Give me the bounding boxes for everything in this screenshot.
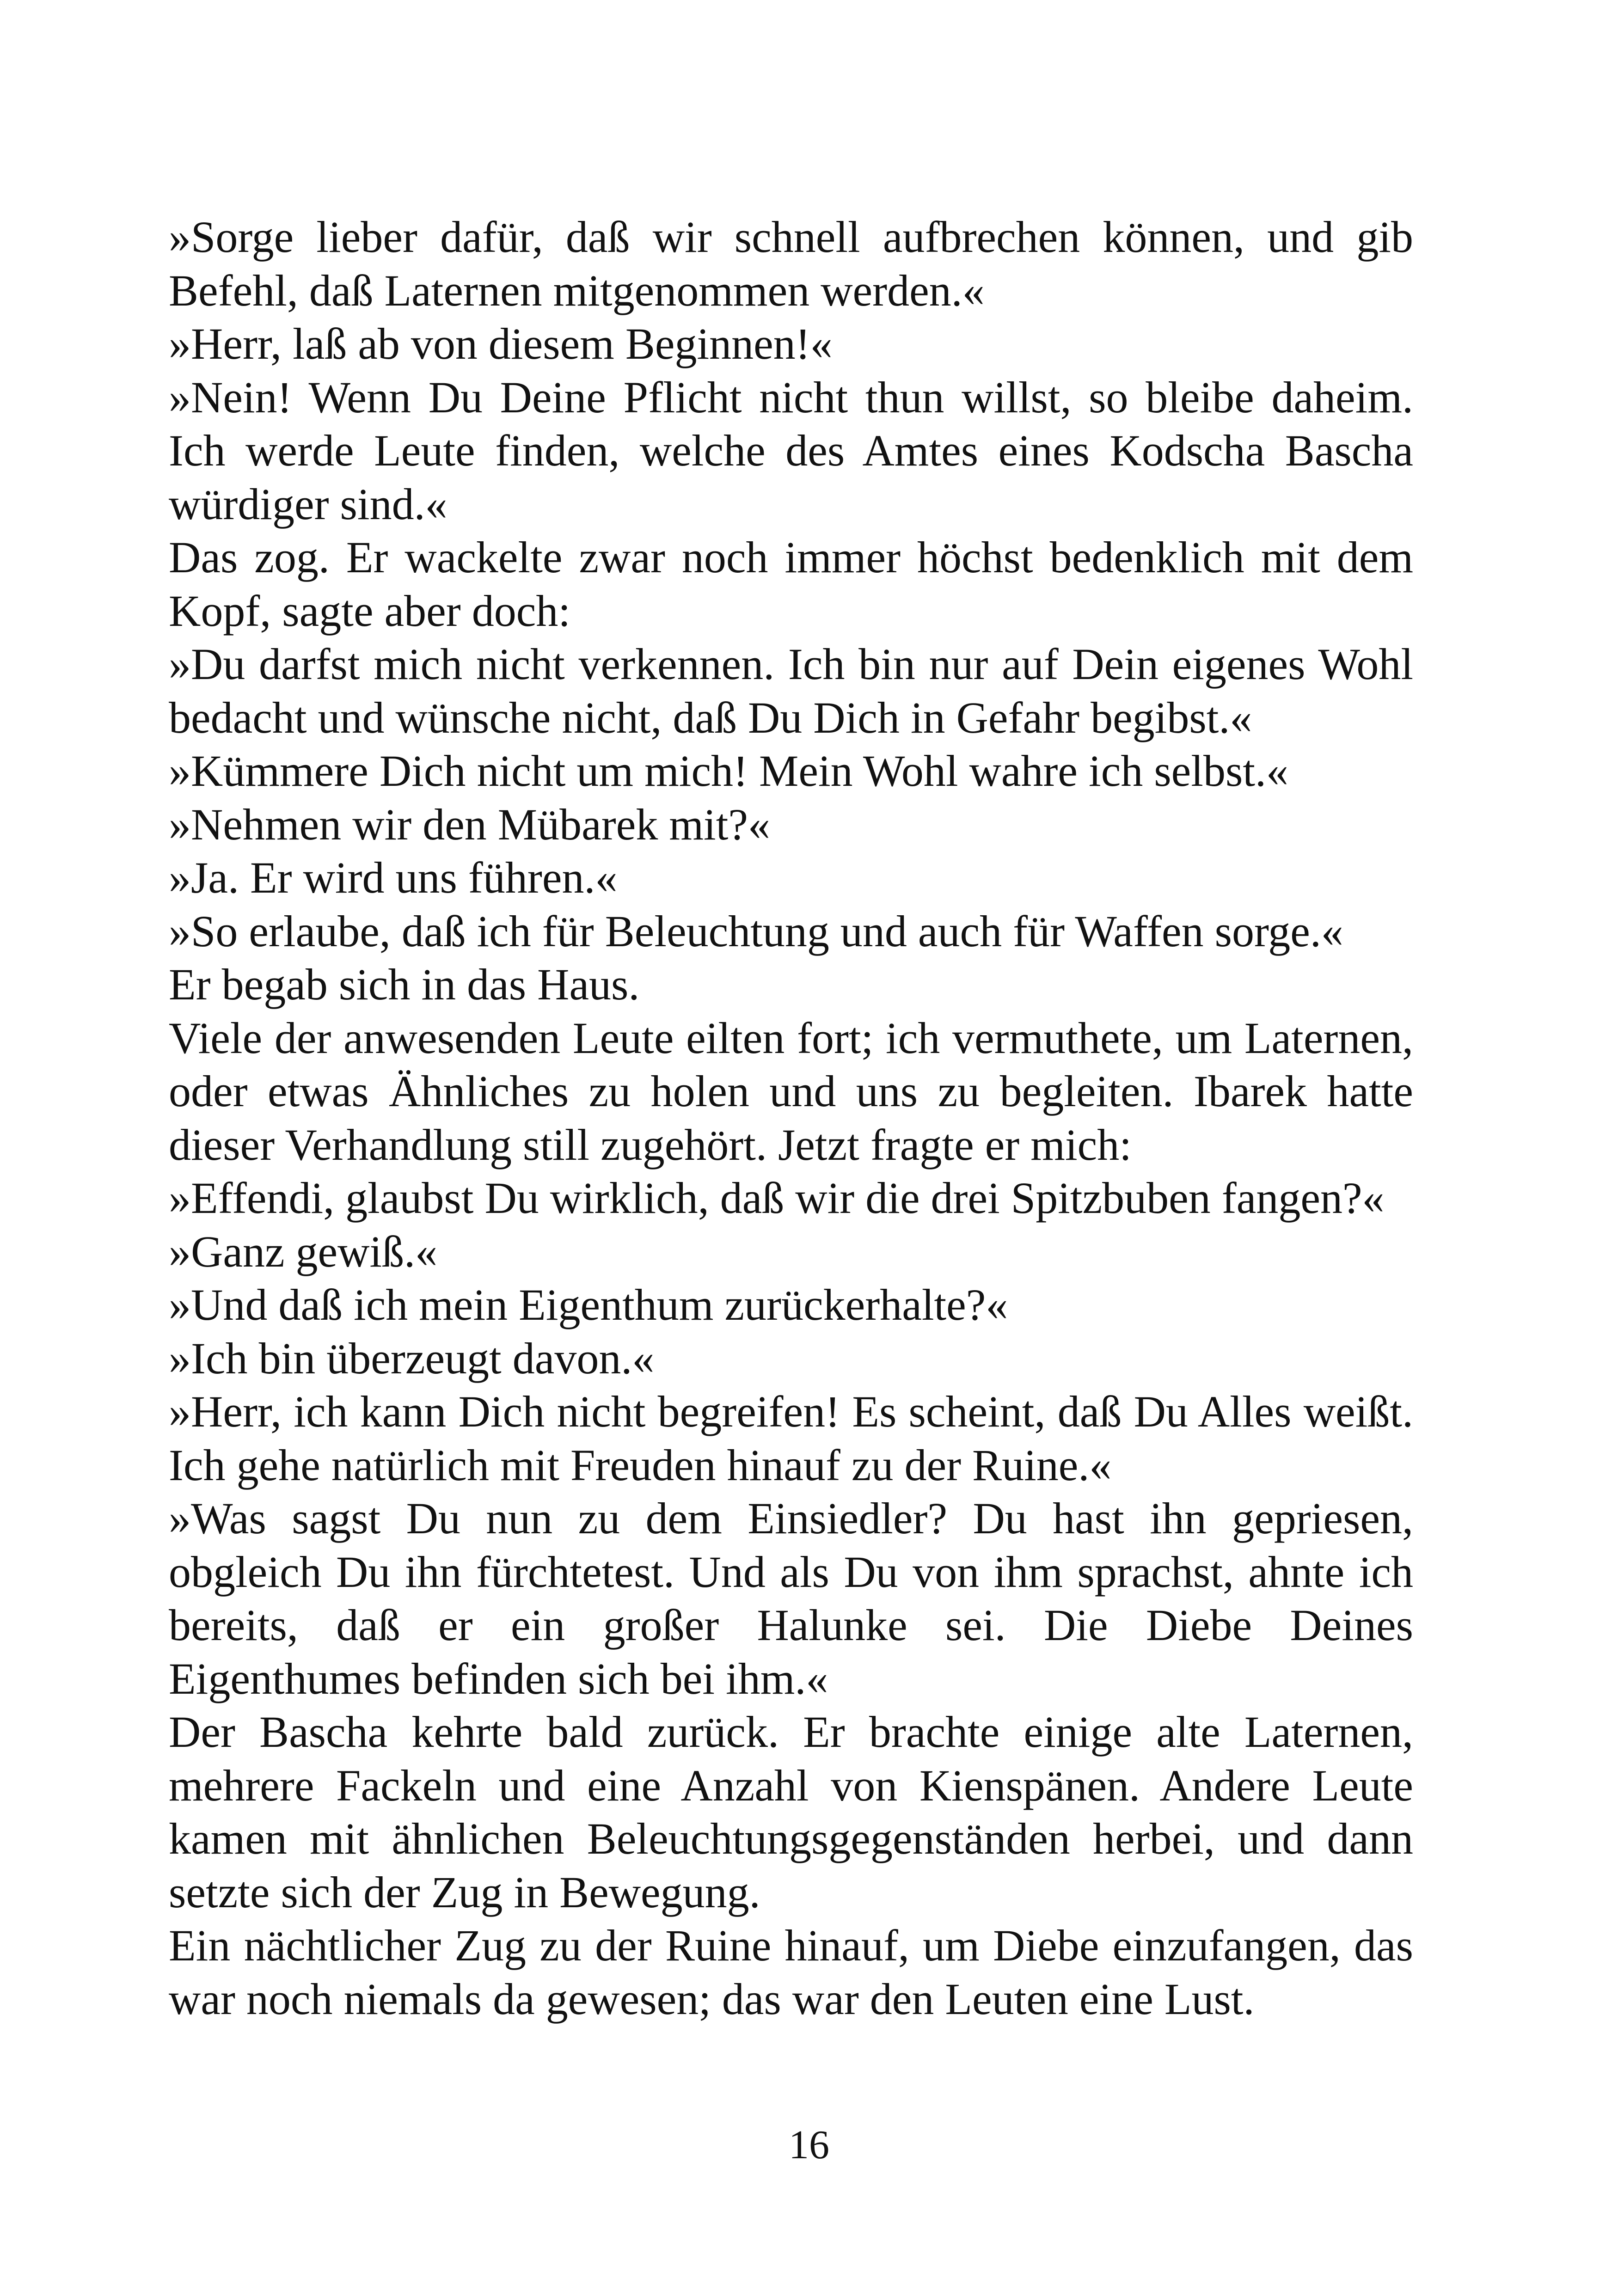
paragraph: Der Bascha kehrte bald zurück. Er brachte einige alte Laternen, mehrere Fackeln und eine Anzahl von Kienspänen. Andere Leute kamen mit ähnlichen Beleuchtungsgegenständen herbei, und dann setzte sich der Zug in Bewegung. bbox=[169, 1707, 1413, 1917]
body-text bbox=[169, 210, 1413, 2026]
paragraph: »Ja. Er wird uns führen.« bbox=[169, 853, 618, 902]
paragraph: »Nein! Wenn Du Deine Pflicht nicht thun willst, so bleibe daheim. Ich werde Leute finden, welche des Amtes eines Kodscha Bascha würdiger sind.« bbox=[169, 372, 1413, 529]
page-number: 16 bbox=[789, 2123, 829, 2167]
paragraph: »Was sagst Du nun zu dem Einsiedler? Du hast ihn gepriesen, obgleich Du ihn fürchtetest. Und als Du von ihm sprachst, ahnte ich bereits, daß er ein großer Halunke sei. Die Diebe Deines Eigenthumes befinden sich bei ihm.« bbox=[169, 1494, 1413, 1703]
paragraph: Das zog. Er wackelte zwar noch immer höchst bedenklich mit dem Kopf, sagte aber doch: bbox=[169, 533, 1413, 636]
paragraph: Er begab sich in das Haus. bbox=[169, 960, 640, 1009]
paragraph: »Ich bin überzeugt davon.« bbox=[169, 1333, 655, 1383]
paragraph: »Herr, ich kann Dich nicht begreifen! Es scheint, daß Du Alles weißt. Ich gehe natürlich mit Freuden hinauf zu der Ruine.« bbox=[169, 1387, 1413, 1490]
paragraph: Ein nächtlicher Zug zu der Ruine hinauf, um Diebe einzufangen, das war noch niemals da gewesen; das war den Leuten eine Lust. bbox=[169, 1921, 1413, 2024]
paragraph: »Und daß ich mein Eigenthum zurückerhalte?« bbox=[169, 1280, 1008, 1329]
paragraph: »Kümmere Dich nicht um mich! Mein Wohl wahre ich selbst.« bbox=[169, 746, 1288, 796]
paragraph: »Effendi, glaubst Du wirklich, daß wir die drei Spitzbuben fangen?« bbox=[169, 1173, 1385, 1223]
paragraph: »Sorge lieber dafür, daß wir schnell aufbrechen können, und gib Befehl, daß Laternen mitgenommen werden.« bbox=[169, 212, 1413, 315]
paragraph: »Nehmen wir den Mübarek mit?« bbox=[169, 799, 770, 849]
paragraph: »Du darfst mich nicht verkennen. Ich bin nur auf Dein eigenes Wohl bedacht und wünsche nicht, daß Du Dich in Gefahr begibst.« bbox=[169, 639, 1413, 742]
paragraph: Viele der anwesenden Leute eilten fort; ich vermuthete, um Laternen, oder etwas Ähnliches zu holen und uns zu begleiten. Ibarek hatte dieser Verhandlung still zugehört. Jetzt fragte er mich: bbox=[169, 1013, 1413, 1169]
paragraph: »So erlaube, daß ich für Beleuchtung und auch für Waffen sorge.« bbox=[169, 906, 1343, 956]
paragraph: »Herr, laß ab von diesem Beginnen!« bbox=[169, 319, 833, 368]
paragraph: »Ganz gewiß.« bbox=[169, 1226, 438, 1276]
